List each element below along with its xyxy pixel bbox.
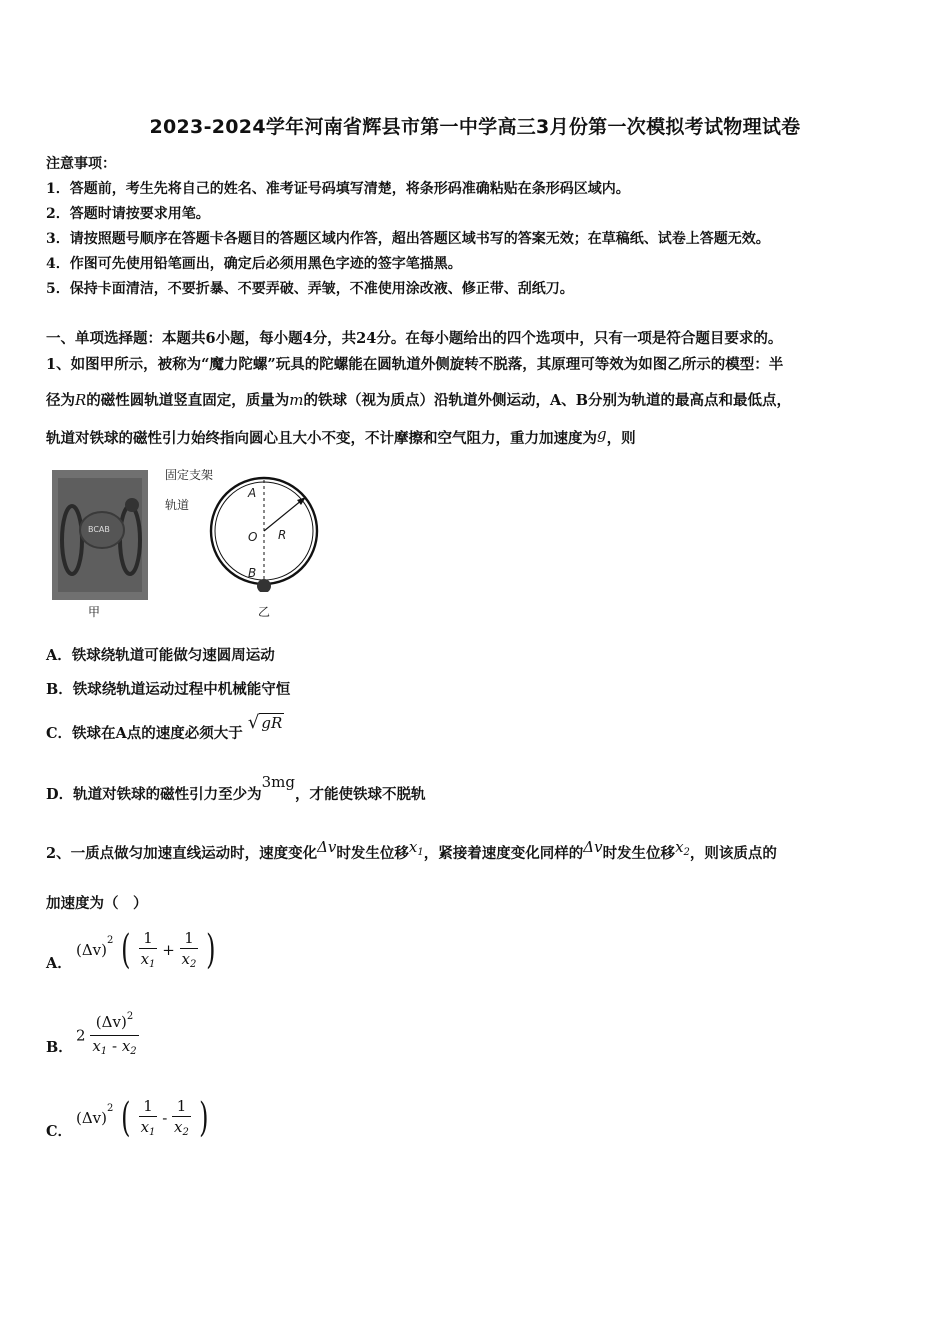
q1-text-line2 — [46, 389, 791, 410]
math-x1: $x_1$ — [408, 838, 424, 858]
figure-jia-label: 甲 — [88, 605, 101, 619]
notice-item: 1．答题前，考生先将自己的姓名、准考证号码填写清楚，将条形码准确粘贴在条形码区域内。 — [46, 181, 630, 197]
q2-text: 2、一质点做匀加速直线运动时，速度变化 — [46, 845, 318, 862]
q2-text: 时发生位移 — [336, 845, 409, 862]
q1-text: ，则 — [606, 430, 636, 447]
symbol-R: R — [75, 391, 87, 409]
notice-item: 2．答题时请按要求用笔。 — [46, 206, 210, 222]
toy-photo-icon — [52, 470, 148, 600]
math-x2: $x_2$ — [675, 838, 690, 858]
math-delta-v: Δv — [583, 838, 603, 856]
math-delta-v: Δv — [317, 838, 337, 856]
option-text: ，才能使铁球不脱轨 — [294, 786, 426, 803]
q1-option-b: B．铁球绕轨道运动过程中机械能守恒 — [46, 681, 291, 698]
figure-jia-photo — [52, 470, 148, 600]
option-text: C．铁球在A点的速度必须大于 — [46, 725, 243, 742]
q2-text-line2: 加速度为（ ） — [46, 895, 148, 912]
figure-yi-label: 乙 — [258, 605, 271, 619]
notice-item: 4．作图可先使用铅笔画出，确定后必须用黑色字迹的签字笔描黑。 — [46, 256, 462, 272]
sqrt-expression: √ gR — [247, 712, 283, 733]
notice-item: 5．保持卡面清洁，不要折暴、不要弄破、弄皱，不准使用涂改液、修正带、刮纸刀。 — [46, 281, 574, 297]
q1-text: 轨道对铁球的磁性引力始终指向圆心且大小不变，不计摩擦和空气阻力，重力加速度为 — [46, 430, 597, 447]
notice-header: 注意事项： — [46, 156, 116, 172]
q1-text: 的磁性圆轨道竖直固定，质量为 — [86, 392, 290, 409]
figure-label-O: O — [248, 530, 258, 544]
q1-text: 径为 — [46, 392, 75, 409]
symbol-m: m — [289, 391, 304, 409]
q2-text: 时发生位移 — [602, 845, 676, 862]
radius-line — [264, 500, 302, 531]
q1-option-d — [46, 773, 426, 804]
q1-option-a: A．铁球绕轨道可能做匀速圆周运动 — [46, 647, 275, 664]
q2-option-c-label: C． — [46, 1123, 73, 1140]
symbol-g: g — [597, 425, 607, 443]
svg-text:BCAB: BCAB — [88, 525, 110, 534]
q2-option-b-label: B． — [46, 1039, 73, 1056]
math-3mg: 3mg — [261, 773, 295, 791]
q1-option-c — [46, 712, 284, 743]
figure-label-track: 轨道 — [165, 498, 190, 512]
q2-text: ，紧接着速度变化同样的 — [423, 845, 584, 862]
notice-item: 3．请按照题号顺序在答题卡各题目的答题区域内作答，超出答题区域书写的答案无效；在草稿纸、试卷上答题无效。 — [46, 231, 770, 247]
figure-label-A: A — [248, 486, 257, 500]
section-header: 一、单项选择题：本题共6小题，每小题4分，共24分。在每小题给出的四个选项中，只有一项是符合题目要求的。 — [46, 330, 783, 347]
iron-ball-icon — [257, 579, 271, 592]
q2-option-c-formula: $(\Delta v)^2$ ( $\frac{1}{x_1}$ - $\frac{1}{x_2}$ ) — [76, 1095, 209, 1141]
q1-text: 的铁球（视为质点）沿轨道外侧运动，A、B分别为轨道的最高点和最低点， — [303, 392, 792, 409]
figure-label-support: 固定支架 — [165, 468, 214, 482]
q2-option-a-formula: $(\Delta v)^2$ ( $\frac{1}{x_1}$ + $\frac{1}{x_2}$ ) — [76, 927, 216, 973]
q2-text-line1 — [46, 838, 777, 863]
q2-option-b-formula: 2 $\frac{(\Delta v)^2}{x_1 - x_2}$ — [76, 1011, 137, 1057]
q1-text-line3 — [46, 427, 636, 448]
page-title: 2023-2024学年河南省辉县市第一中学高三3月份第一次模拟考试物理试卷 — [149, 116, 801, 138]
q1-text-line1: 1、如图甲所示，被称为“魔力陀螺”玩具的陀螺能在圆轨道外侧旋转不脱落，其原理可等效为如图乙所示的模型：半 — [46, 356, 784, 373]
figure-label-R: R — [278, 528, 287, 542]
sqrt-content: gR — [261, 714, 283, 732]
q2-option-a-label: A． — [46, 955, 72, 972]
option-text: D．轨道对铁球的磁性引力至少为 — [46, 786, 262, 803]
figure-label-B: B — [248, 566, 257, 580]
q2-text: ，则该质点的 — [689, 845, 777, 862]
